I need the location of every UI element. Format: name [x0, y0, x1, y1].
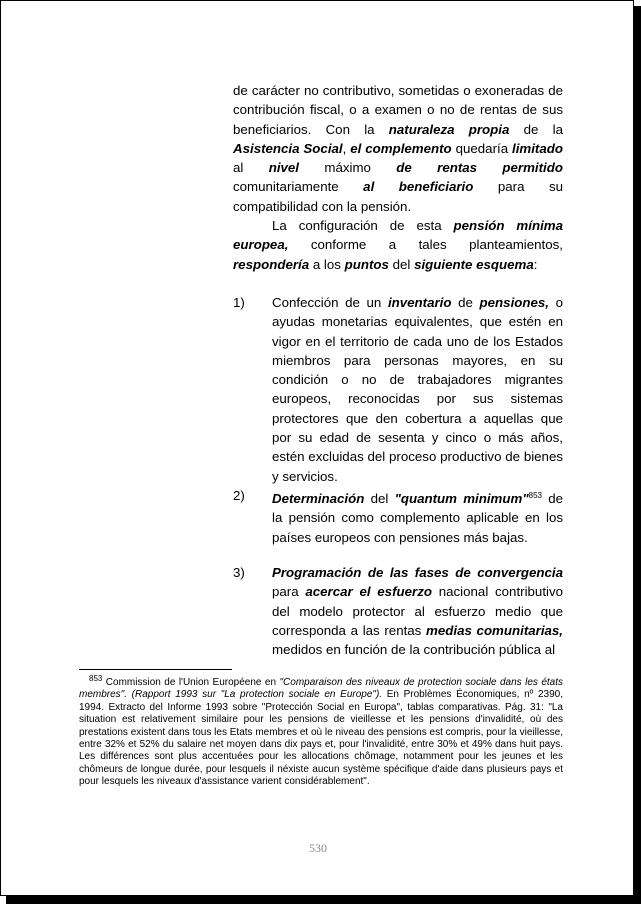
footnote-reference: 853	[528, 491, 542, 500]
list-item-1	[233, 293, 563, 486]
footnote: $^{853}$ Commission de l'Union Européene en "Comparaison des niveaux de protection sociale dans les états membres". (Rapport 1993 sur "La protection sociale en Europe"). En Problèmes Économiques, nº 2390, 1994. Extracto del Informe 1993 sobre "Protección Social en Europa", tablas comparativas. Pág. 31: "La situation est relativement similaire pour les pensions de vieillesse et les pensions d'invalidité, où des prestations existent dans tous les Etats membres et où le niveau des pensions est compris, pour la vieillesse, entre 32% et 52% du salaire net moyen dans dix pays et, pour l'invalidité, entre 30% et 49% dans huit pays. Les différences sont plus accentuées pour les allocations chômage, notamment pour les jeunes et les chômeurs de longue durée, pour lesquels il néxiste aucun système spécifique d'aide dans plusieurs pays et pour lesquels les niveaux d'assistance varient considérablement".	[79, 674, 564, 788]
list-item-2	[233, 486, 563, 547]
list-number: 3)	[233, 565, 245, 580]
page-number: 530	[309, 841, 327, 855]
list-item-text: Confección de un inventario de pensiones, o ayudas monetarias equivalentes, que estén en vigor en el territorio de cada uno de los Estados miembros para personas mayores, en su condición o no de trabajadores migrantes europeos, reconocidas por sus sistemas protectores que den cobertura a aquellas que por su edad de sesenta y cinco o más años, estén excluidas del proceso productivo de bienes y servicios.	[272, 295, 564, 484]
footnote-number: 853	[89, 674, 103, 683]
list-number: 1)	[233, 295, 245, 310]
footnote-separator	[79, 669, 232, 670]
list-number: 2)	[233, 488, 245, 503]
list-item-text: Programación de las fases de convergencia para acercar el esfuerzo nacional contributivo del modelo protector al esfuerzo medio que corresponda a las rentas medias comunitarias, medidos en función de la contribución pública al	[272, 565, 564, 658]
paragraph-2: La configuración de esta pensión mínima europea, conforme a tales planteamientos, respondería a los puntos del siguiente esquema:	[233, 218, 563, 272]
list-item-3	[233, 563, 563, 659]
page-shadow-bottom	[6, 896, 641, 904]
list-item-text: Determinación del "quantum minimum"$^{853}$ de la pensión como complemento aplicable en los países europeos con pensiones más bajas.	[272, 491, 563, 545]
paragraph-1: de carácter no contributivo, sometidas o exoneradas de contribución fiscal, o a examen o no de rentas de sus beneficiarios. Con la naturaleza propia de la Asistencia Social, el complemento quedaría limitado al nivel máximo de rentas permitido comunitariamente al beneficiario para su compatibilidad con la pensión.	[233, 83, 563, 214]
page-shadow-right	[634, 6, 641, 904]
